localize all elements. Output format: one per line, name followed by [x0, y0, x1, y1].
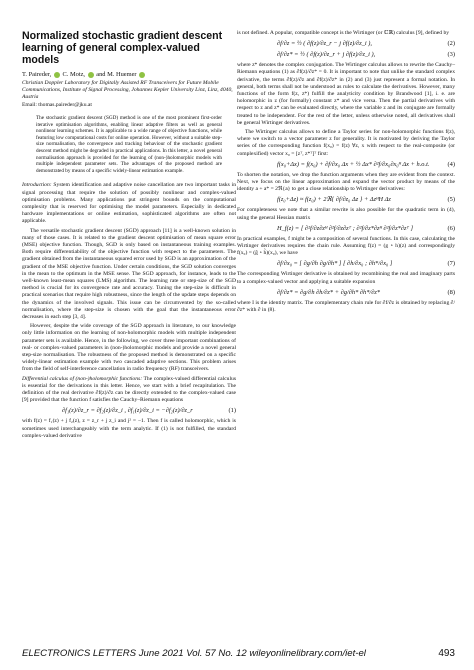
equation-expression: ∂f/∂z* = ∂g/∂h ∂h/∂z* + ∂g/∂h* ∂h*/∂z*: [277, 288, 381, 296]
equation-expression: ∂f/∂z* = ½ ( ∂f(z)/∂z_r + j ∂f(z)/∂z_i ),: [277, 51, 376, 59]
equation-expression: ∂f/∂z = ½ ( ∂f(z)/∂z_r − j ∂f(z)/∂z_i ),: [277, 40, 373, 48]
paragraph-chain-rule: In practical examples, f might be a composition of several functions. In this case, calculating the Wirtinger derivatives requires the chain rule. Assuming f(z) = (g ∘ h)(z) and correspondingly f(x₀) = (g̃ ∘ h̃)(x₀), we have: [237, 235, 455, 257]
equation-number: (5): [447, 196, 455, 204]
equation-1: [22, 407, 236, 415]
equation-number: (7): [447, 260, 455, 268]
equation-6: [237, 225, 455, 233]
paragraph-introduction: [22, 182, 236, 225]
equation-expression: f(x₀+Δx) = f(x₀) + ∂f/∂x₀ Δx + ½ Δx* ∂²f/∂x₀∂x₀ᴴ Δx + h.o.t.: [277, 160, 430, 168]
equation-expression: f(z₀+Δz) ≈ f(z₀) + 2ℜ{ ∂f/∂z₀ Δz } + ΔzᴴH Δz: [277, 196, 391, 204]
page-number: 493: [438, 648, 455, 659]
equation-number: (3): [447, 51, 455, 59]
paragraph-wirtinger-intro: is not defined. A popular, compatible concept is the Wirtinger (or ℂℝ) calculus [9], defined by: [237, 30, 450, 36]
paragraph-completeness: For completeness we note that a similar rewrite is also possible for the quadratic term in (4), using the general Hessian matrix: [237, 207, 455, 221]
equation-number: (1): [228, 407, 236, 415]
paragraph-taylor: The Wirtinger calculus allows to define a Taylor series for non-holomorphic functions f(z), where we switch to a vector parameter z for generality. It is motivated by deriving the Taylor series of the corresponding function f(x₀) = f(z) ∀z, x with respect to the real-composite (or complexified) vector x₀ = [zᵀ, z*ᵀ]ᵀ first:: [237, 129, 455, 157]
paragraph-conjugation: where z* denotes the complex conjugation. The Wirtinger calculus allows to rewrite the Cauchy–Riemann equations (1) as ∂f(z)/∂z* = 0. It is important to note that unlike the standard complex derivative, the terms ∂f(z)/∂z and ∂f(z)/∂z* in (2) and (3) just represent a formal notation. In general, both terms shall not be understood as rules to calculate the derivatives. However, many functions of the form f(z, z*) fulfill the analyticity condition by Brandwood [1], i. e. are holomorphic in z (for formally) constant z* and vice versa. Then the partial derivatives with respect to z and z* can be evaluated directly, where the variable z and its conjugate are formally treated to be independent. For the rest of the letter, unless otherwise noted, all derivatives shall be general Wirtinger derivatives.: [237, 62, 455, 126]
equation-8: [237, 289, 455, 297]
paragraph-text: The complex-valued differential calculus is essential for the derivations in this letter. Hence, we start with a brief recapitulation. The definition of the real derivative ∂f(z)/∂z can be directly extended to the complex-valued case [9] provided that the function f satisfies the Cauchy–Riemann equations: [22, 375, 236, 404]
left-column: [22, 30, 236, 442]
paragraph-text: System identification and adaptive noise cancellation are two important tasks in signal processing that require the solution of possibly nonlinear and complex-valued optimisation problems. Many applications put stringent bounds on the computational complexity that is reserved for optimising the model parameters. Especially in dedicated hardware implementations or online estimation, sophisticated algorithms are often not applicable.: [22, 182, 236, 225]
paper-title: Normalized stochastic gradient descent learning of general complex-valued models: [22, 30, 223, 66]
section-lead: Differential calculus of (non-)holomorphic functions:: [22, 375, 143, 382]
right-column: [237, 30, 455, 316]
equation-number: (4): [447, 160, 455, 168]
author-3[interactable]: and M. Huemer: [96, 71, 137, 78]
paragraph-differential-calculus: [22, 376, 236, 405]
equation-expression: ∂f₁(z)/∂z_r = ∂f₂(z)/∂z_i , ∂f₁(z)/∂z_i = −∂f₂(z)/∂z_r: [62, 407, 193, 415]
paragraph-sgd: The versatile stochastic gradient descent (SGD) approach [11] is a well-known solution in many of those cases. It is related to the gradient descent optimisation of mean square error (MSE) objective function. Though, SGD is only based on instantaneous training examples. Both require differentiability of the objective function with respect to the parameters. The gradient obtained from the instantaneous squared error used by SGD is an approximation of the gradient of the MSE objective function. Under certain conditions, the SGD solution converges in the mean to the optimum in the MSE sense. The SGD approach, for instance, leads to the well-known least-mean squares (LMS) algorithm. The learning rate or step-size of the SGD method is crucial for its convergence rate and accuracy. Tuning the step-size is difficult in practical scenarios that require high robustness, since the length of the update steps depends on the dynamics of the involved signals. This issue can be circumvented by the so-called normalisation, where the step-size is chosen with the goal that the instantaneous error decreases in each step [3, 4].: [22, 227, 236, 320]
affiliation: Christian Doppler Laboratory for Digitally Assisted RF Transceivers for Future Mobile Communications, Institute of Signal Processing, Johannes Kepler University Linz, Linz, 4040, Austria: [22, 80, 233, 100]
page-footer: [22, 648, 455, 659]
paragraph-holomorphic: with f(z) = f₁(z) + j f₂(z), z = z_r + j z_i and j² = −1. Then f is called holomorphic, which is sometimes used interchangeably with the term analytic. If (1) is not fulfilled, the standard complex-valued derivative: [22, 418, 236, 439]
paragraph-recombining: The corresponding Wirtinger derivative is obtained by recombining the real and imaginary parts to a complex-valued vector and applying a suitable expansion: [237, 271, 455, 285]
paragraph-identity: where I is the identity matrix. The complementary chain rule for ∂f/∂z is obtained by replacing ∂/∂z* with ∂ in (8).: [237, 299, 455, 314]
email-link[interactable]: Email: thomas.paireder@jku.at: [22, 102, 92, 108]
equation-expression: H_f(z) = [ ∂²f/∂z∂zᴴ ∂²f/∂z∂zᵀ ; ∂²f/∂z*∂zᴴ ∂²f/∂z*∂zᵀ ]: [277, 224, 414, 232]
equation-2: [237, 40, 455, 48]
author-2[interactable]: C. Motz,: [62, 71, 86, 78]
abstract: The stochastic gradient descent (SGD) method is one of the most prominent first-order iterative optimisation algorithms, enabling linear adaptive filters as well as general nonlinear learning schemes. It is applicable to a wide range of objective functions, while featuring low computational costs for online operation. However, without a suitable step-size normalisation, the convergence and tracking behaviour of the stochastic gradient descent method might be degraded in practical applications. In this letter, a novel general normalisation approach is provided for the learning of (non-)holomorphic models with multiple independent parameter sets. The advantages of the proposed method are demonstrated by means of a specific widely-linear estimation example.: [36, 115, 222, 174]
orcid-icon[interactable]: [88, 72, 94, 78]
equation-4: [237, 161, 455, 169]
paragraph-however: However, despite the wide coverage of the SGD approach in literature, to our knowledge only little information on the learning of non-holomorphic models with multiple independent parameter sets is available. Hence, in the following, we cover three important combinations of real- or complex-valued parameters in (non-)holomorphic models and provide a novel general step-size normalisation. The robustness of the proposed method is demonstrated on a specific widely-linear estimation example with two cascaded adaptive sections. This problem arises from the field of self-interference cancellation in radio frequency (RF) transceivers.: [22, 323, 236, 373]
author-list: [22, 71, 236, 79]
journal-info[interactable]: ELECTRONICS LETTERS June 2021 Vol. 57 No. 12 wileyonlinelibrary.com/iet-el: [22, 648, 366, 659]
equation-expression: ∂f/∂x₀ = [ ∂g/∂h ∂g/∂h* ] [ ∂h/∂x₀ ; ∂h*/∂x₀ ]: [277, 260, 393, 268]
paragraph-shorten: To shorten the notation, we drop the function arguments when they are evident from the context. Next, we focus on the linear approximation and expand the vector product by means of the identity a + a* = 2ℜ{a} to get a close relationship to Wirtinger derivatives:: [237, 171, 455, 193]
equation-number: (8): [447, 288, 455, 296]
author-1[interactable]: T. Paireder,: [22, 71, 52, 78]
equation-5: [237, 196, 455, 204]
equation-number: (6): [447, 224, 455, 232]
equation-7: [237, 260, 455, 268]
orcid-icon[interactable]: [54, 72, 60, 78]
orcid-icon[interactable]: [139, 72, 145, 78]
section-lead: Introduction:: [22, 182, 52, 189]
equation-3: [237, 51, 455, 59]
equation-number: (2): [447, 40, 455, 48]
